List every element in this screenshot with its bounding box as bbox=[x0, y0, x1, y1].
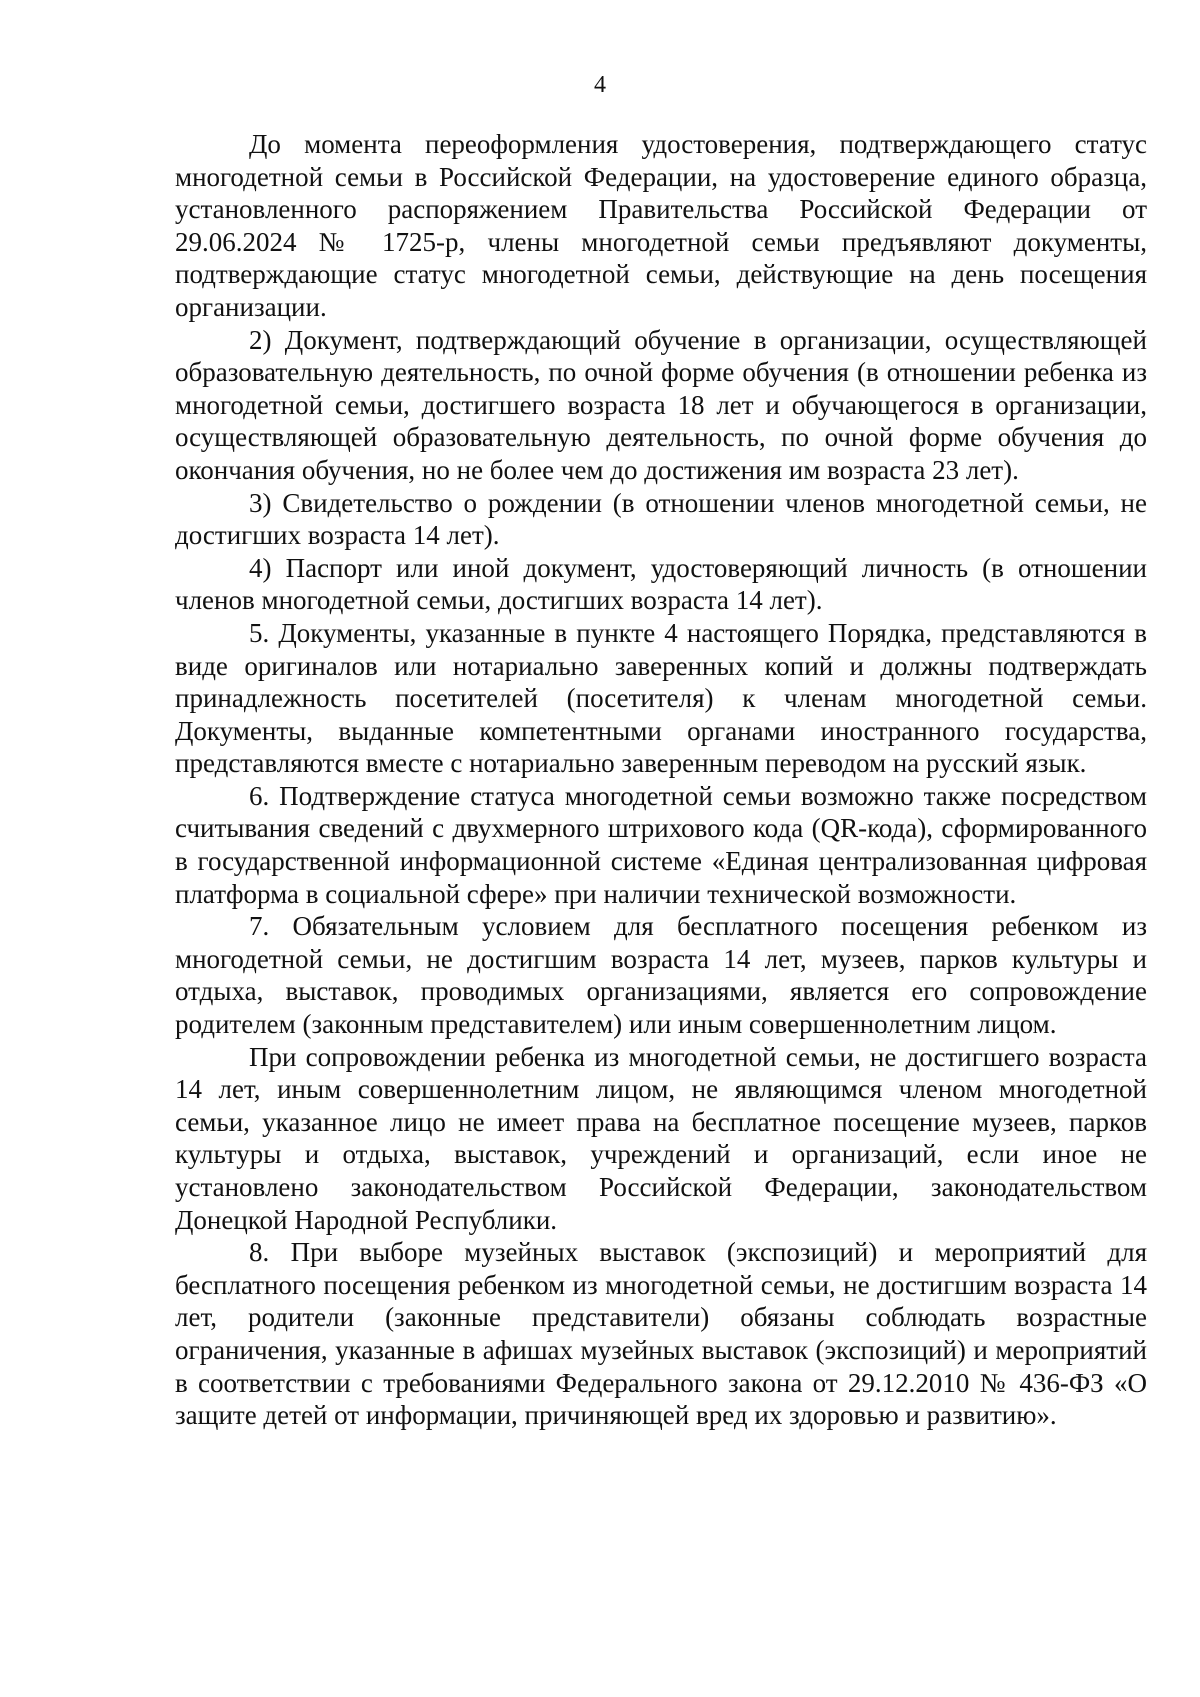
paragraph-clause-8-age-restrictions: 8. При выборе музейных выставок (экспозиций) и мероприятий для бесплатного посещения ребенком из многодетной семьи, не достигшим возраста 14 лет, родители (законные представители) обязаны соблюдать возрастные ограничения, указанные в афишах музейных выставок (экспозиций) и мероприятий в соответствии с требованиями Федерального закона от 29.12.2010 № 436-ФЗ «О защите детей от информации, причиняющей вред их здоровью и развитию». bbox=[175, 1237, 1147, 1431]
paragraph-certificate-reissue: До момента переоформления удостоверения, подтверждающего статус многодетной семьи в Российской Федерации, на удостоверение единого образца, установленного распоряжением Правительства Российской Федерации от 29.06.2024 № 1725-р, члены многодетной семьи предъявляют документы, подтверждающие статус многодетной семьи, действующие на день посещения организации. bbox=[175, 129, 1147, 322]
paragraph-clause-5-documents: 5. Документы, указанные в пункте 4 настоящего Порядка, представляются в виде оригиналов или нотариально заверенных копий и должны подтверждать принадлежность посетителей (посетителя) к членам многодетной семьи. Документы, выданные компетентными органами иностранного государства, представляются вместе с нотариально заверенным переводом на русский язык. bbox=[175, 617, 1147, 779]
paragraph-item-2-education-document: 2) Документ, подтверждающий обучение в организации, осуществляющей образовательную деятельность, по очной форме обучения (в отношении ребенка из многодетной семьи, достигшего возраста 18 лет и обучающегося в организации, осуществляющей образовательную деятельность, по очной форме обучения до окончания обучения, но не более чем до достижения им возраста 23 лет). bbox=[175, 324, 1147, 485]
document-body bbox=[175, 128, 1147, 1432]
page-number: 4 bbox=[594, 72, 606, 98]
paragraph-clause-7-accompaniment: 7. Обязательным условием для бесплатного посещения ребенком из многодетной семьи, не достигшим возраста 14 лет, музеев, парков культуры и отдыха, выставок, проводимых организациями, является его сопровождение родителем (законным представителем) или иным совершеннолетним лицом. bbox=[175, 911, 1147, 1040]
paragraph-accompanying-person: При сопровождении ребенка из многодетной семьи, не достигшего возраста 14 лет, иным совершеннолетним лицом, не являющимся членом многодетной семьи, указанное лицо не имеет права на бесплатное посещение музеев, парков культуры и отдыха, выставок, учреждений и организаций, если иное не установлено законодательством Российской Федерации, законодательством Донецкой Народной Республики. bbox=[175, 1041, 1147, 1235]
paragraph-clause-6-qr-code: 6. Подтверждение статуса многодетной семьи возможно также посредством считывания сведений с двухмерного штрихового кода (QR-кода), сформированного в государственной информационной системе «Единая централизованная цифровая платформа в социальной сфере» при наличии технической возможности. bbox=[175, 780, 1147, 909]
paragraph-item-3-birth-certificate: 3) Свидетельство о рождении (в отношении членов многодетной семьи, не достигших возраста 14 лет). bbox=[175, 487, 1147, 551]
paragraph-item-4-passport: 4) Паспорт или иной документ, удостоверяющий личность (в отношении членов многодетной семьи, достигших возраста 14 лет). bbox=[175, 552, 1147, 616]
